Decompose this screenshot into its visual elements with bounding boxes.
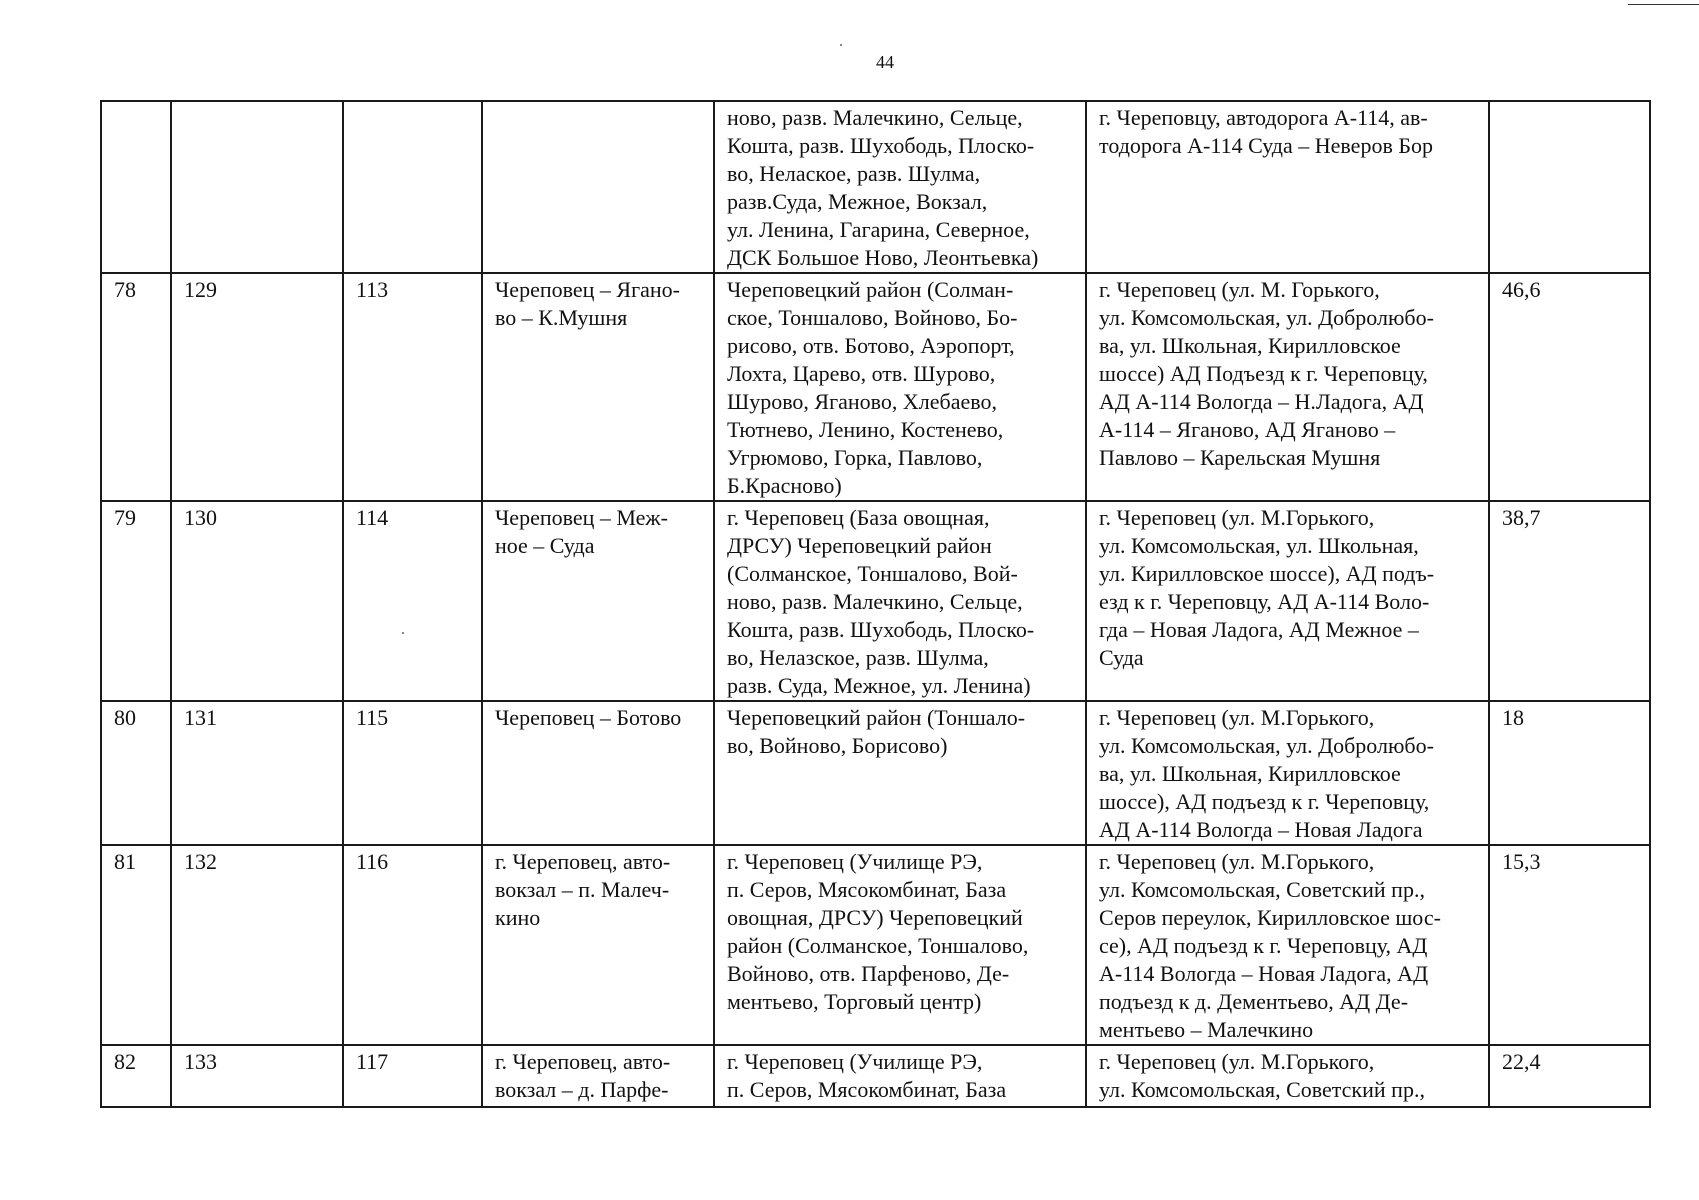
cell-length: 15,3 bbox=[1489, 845, 1650, 1045]
cell-registry-number bbox=[343, 101, 482, 273]
cell-roads: г. Череповец (ул. М.Горького, ул. Комсомольская, ул. Добролюбо- ва, ул. Школьная, Кирилловское шоссе), АД подъезд к г. Череповцу, АД А-114 Вологда – Новая Ладога bbox=[1086, 701, 1489, 845]
cell-roads: г. Череповец (ул. М.Горького, ул. Комсомольская, ул. Школьная, ул. Кирилловское шоссе), АД подъ- езд к г. Череповцу, АД А-114 Воло- гда – Новая Ладога, АД Межное – Суда bbox=[1086, 501, 1489, 701]
routes-table bbox=[100, 100, 1651, 1108]
cell-index: 78 bbox=[101, 273, 171, 501]
cell-route-number: 133 bbox=[171, 1045, 343, 1107]
cell-registry-number: 117 bbox=[343, 1045, 482, 1107]
cell-roads: г. Череповец (ул. М.Горького, ул. Комсомольская, Советский пр., Серов переулок, Кирилловское шос- се), АД подъезд к г. Череповцу, АД А-114 Вологда – Новая Ладога, АД подъезд к д. Дементьево, АД Де- ментьево – Малечкино bbox=[1086, 845, 1489, 1045]
cell-route-name: Череповец – Меж- ное – Суда bbox=[482, 501, 714, 701]
cell-registry-number: 116 bbox=[343, 845, 482, 1045]
cell-stops: Череповецкий район (Тоншало- во, Войново, Борисово) bbox=[714, 701, 1086, 845]
cell-route-name: Череповец – Ботово bbox=[482, 701, 714, 845]
cell-index: 82 bbox=[101, 1045, 171, 1107]
cell-registry-number: 114 bbox=[343, 501, 482, 701]
cell-registry-number: 115 bbox=[343, 701, 482, 845]
cell-roads: г. Череповец (ул. М.Горького, ул. Комсомольская, Советский пр., bbox=[1086, 1045, 1489, 1107]
table-row-continuation bbox=[101, 101, 1650, 273]
cell-route-number: 131 bbox=[171, 701, 343, 845]
table-row bbox=[101, 501, 1650, 701]
cell-route-name: Череповец – Ягано- во – К.Мушня bbox=[482, 273, 714, 501]
table-row bbox=[101, 845, 1650, 1045]
cell-stops: г. Череповец (База овощная, ДРСУ) Череповецкий район (Солманское, Тоншалово, Вой- ново, разв. Малечкино, Сельце, Кошта, разв. Шухободь, Плоско- во, Нелазское, разв. Шулма, разв. Суда, Межное, ул. Ленина) bbox=[714, 501, 1086, 701]
cell-route-number: 132 bbox=[171, 845, 343, 1045]
cell-route-name: г. Череповец, авто- вокзал – д. Парфе- bbox=[482, 1045, 714, 1107]
cell-stops: ново, разв. Малечкино, Сельце, Кошта, разв. Шухободь, Плоско- во, Нелаское, разв. Шулма, разв.Суда, Межное, Вокзал, ул. Ленина, Гагарина, Северное, ДСК Большое Ново, Леонтьевка) bbox=[714, 101, 1086, 273]
cell-stops: г. Череповец (Училище РЭ, п. Серов, Мясокомбинат, База овощная, ДРСУ) Череповецкий район (Солманское, Тоншалово, Войново, отв. Парфеново, Де- ментьево, Торговый центр) bbox=[714, 845, 1086, 1045]
cell-length bbox=[1489, 101, 1650, 273]
cell-stops: Череповецкий район (Солман- ское, Тоншалово, Войново, Бо- рисово, отв. Ботово, Аэропорт, Лохта, Царево, отв. Шурово, Шурово, Яганово, Хлебаево, Тютнево, Ленино, Костенево, Угрюмово, Горка, Павлово, Б.Красново) bbox=[714, 273, 1086, 501]
corner-scan-mark bbox=[1628, 0, 1699, 5]
cell-length: 18 bbox=[1489, 701, 1650, 845]
cell-roads: г. Череповец (ул. М. Горького, ул. Комсомольская, ул. Добролюбо- ва, ул. Школьная, Кирилловское шоссе) АД Подъезд к г. Череповцу, АД А-114 Вологда – Н.Ладога, АД А-114 – Яганово, АД Яганово – Павлово – Карельская Мушня bbox=[1086, 273, 1489, 501]
cell-index: 81 bbox=[101, 845, 171, 1045]
cell-route-number bbox=[171, 101, 343, 273]
cell-stops: г. Череповец (Училище РЭ, п. Серов, Мясокомбинат, База bbox=[714, 1045, 1086, 1107]
cell-length: 22,4 bbox=[1489, 1045, 1650, 1107]
cell-index bbox=[101, 101, 171, 273]
cell-length: 38,7 bbox=[1489, 501, 1650, 701]
cell-route-name bbox=[482, 101, 714, 273]
table-row bbox=[101, 701, 1650, 845]
cell-index: 79 bbox=[101, 501, 171, 701]
cell-route-number: 130 bbox=[171, 501, 343, 701]
table-row bbox=[101, 273, 1650, 501]
cell-route-name: г. Череповец, авто- вокзал – п. Малеч- кино bbox=[482, 845, 714, 1045]
cell-route-number: 129 bbox=[171, 273, 343, 501]
page-number: 44 bbox=[876, 52, 894, 72]
scan-speck bbox=[840, 44, 842, 46]
cell-length: 46,6 bbox=[1489, 273, 1650, 501]
cell-roads: г. Череповцу, автодорога А-114, ав- тодорога А-114 Суда – Неверов Бор bbox=[1086, 101, 1489, 273]
cell-registry-number: 113 bbox=[343, 273, 482, 501]
table-row bbox=[101, 1045, 1650, 1107]
cell-index: 80 bbox=[101, 701, 171, 845]
